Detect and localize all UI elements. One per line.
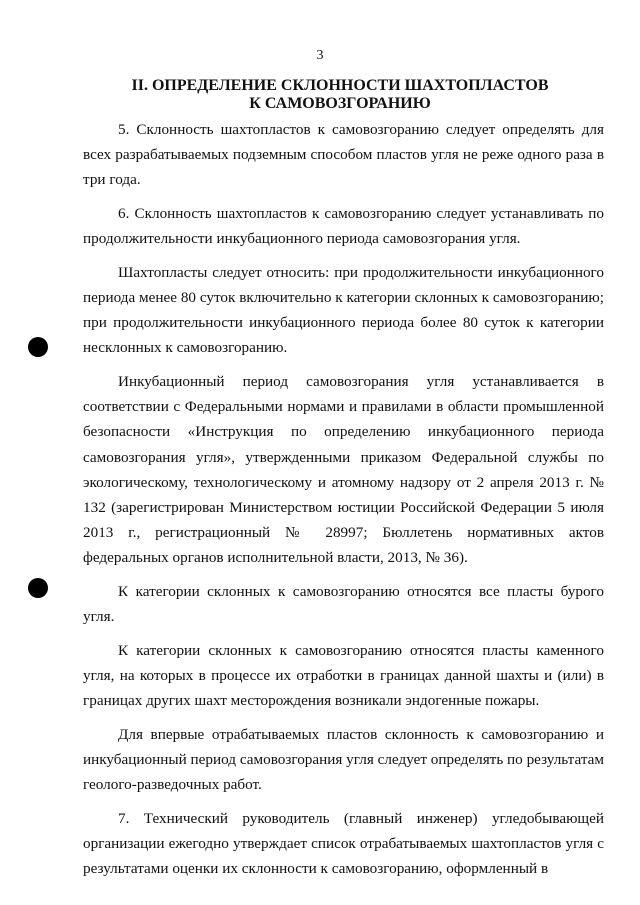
binder-hole-mark: [28, 337, 48, 357]
paragraph-5: 5. Склонность шахтопластов к самовозгоранию следует определять для всех разрабатываемых подземным способом пластов угля не реже одного раза в три года.: [83, 121, 604, 189]
paragraph-hard-coal: К категории склонных к самовозгоранию относятся пласты каменного угля, на которых в процессе их отработки в границах данной шахты и (или) в границах других шахт месторождения возникали эндогенные пожары.: [83, 641, 604, 710]
section-heading-line-1: II. ОПРЕДЕЛЕНИЕ СКЛОННОСТИ ШАХТОПЛАСТОВ: [131, 77, 549, 94]
paragraph-brown-coal: К категории склонных к самовозгоранию относятся все пласты бурого угля.: [83, 583, 604, 626]
document-body: [83, 117, 604, 890]
paragraph-7: 7. Технический руководитель (главный инженер) угледобывающей организации ежегодно утверждает список отрабатываемых шахтопластов угля с результатами оценки их склонности к самовозгоранию, оформленный в: [83, 809, 604, 878]
page-number: 3: [316, 48, 324, 63]
paragraph-6: 6. Склонность шахтопластов к самовозгоранию следует устанавливать по продолжительности инкубационного периода самовозгорания угля.: [83, 205, 604, 248]
binder-hole-mark: [28, 578, 48, 598]
section-heading: [90, 77, 590, 113]
paragraph-new-seams: Для впервые отрабатываемых пластов склонность к самовозгоранию и инкубационный период самовозгорания угля следует определять по результатам геолого-разведочных работ.: [83, 725, 604, 794]
section-heading-line-2: К САМОВОЗГОРАНИЮ: [249, 95, 431, 112]
paragraph-incubation-period: Инкубационный период самовозгорания угля устанавливается в соответствии с Федеральными нормами и правилами в области промышленной безопасности «Инструкция по определению инкубационного периода самовозгорания угля», утвержденными приказом Федеральной службы по экологическому, технологическому и атомному надзору от 2 апреля 2013 г. № 132 (зарегистрирован Министерством юстиции Российской Федерации 5 июля 2013 г., регистрационный № 28997; Бюллетень нормативных актов федеральных органов исполнительной власти, 2013, № 36).: [83, 373, 604, 567]
paragraph-classification: Шахтопласты следует относить: при продолжительности инкубационного периода менее 80 суток включительно к категории склонных к самовозгоранию; при продолжительности инкубационного периода более 80 суток к категории несклонных к самовозгоранию.: [83, 263, 604, 357]
